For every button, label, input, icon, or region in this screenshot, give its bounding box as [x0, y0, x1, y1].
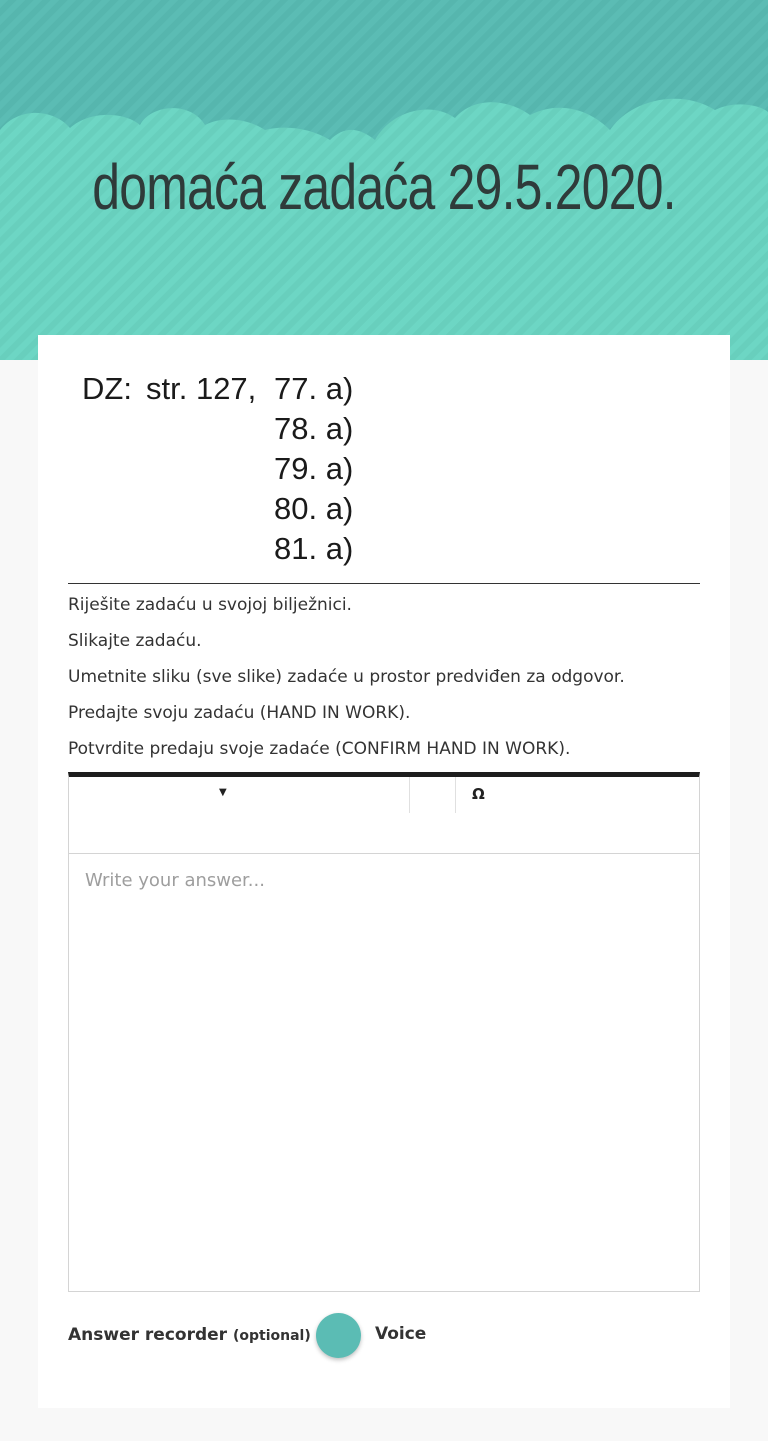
- instruction-line: Umetnite sliku (sve slike) zadaće u prostor predviđen za odgovor.: [68, 667, 625, 687]
- instruction-line: Slikajte zadaću.: [68, 631, 202, 651]
- editor-toolbar: [69, 777, 699, 854]
- record-voice-button[interactable]: [316, 1313, 361, 1358]
- assignment-card: [38, 335, 730, 1408]
- special-character-button[interactable]: Ω: [472, 785, 485, 803]
- header-banner: [0, 0, 768, 360]
- voice-label: Voice: [375, 1324, 427, 1344]
- caret-down-icon[interactable]: ▼: [219, 787, 227, 798]
- answer-editor[interactable]: [68, 772, 700, 1292]
- instructions: [68, 593, 700, 773]
- homework-task: 80. a): [274, 491, 354, 526]
- answer-recorder: [68, 1313, 700, 1361]
- divider: [68, 583, 700, 584]
- homework-label: DZ:: [82, 371, 132, 406]
- answer-input-placeholder[interactable]: Write your answer...: [85, 870, 265, 891]
- toolbar-separator: [409, 777, 410, 813]
- toolbar-separator: [455, 777, 456, 813]
- homework-task: 78. a): [274, 411, 354, 446]
- homework-task: 79. a): [274, 451, 354, 486]
- homework-task: 81. a): [274, 531, 354, 566]
- recorder-optional: (optional): [232, 1328, 311, 1344]
- recorder-label-text: Answer recorder: [68, 1325, 228, 1345]
- instruction-line: Predajte svoju zadaću (HAND IN WORK).: [68, 703, 411, 723]
- instruction-line: Potvrdite predaju svoje zadaće (CONFIRM HAND IN WORK).: [68, 739, 571, 759]
- homework-page: str. 127,: [146, 371, 257, 406]
- recorder-label: [68, 1325, 324, 1345]
- homework-task: 77. a): [274, 371, 354, 406]
- instruction-line: Riješite zadaću u svojoj bilježnici.: [68, 595, 352, 615]
- page-title: domaća zadaća 29.5.2020.: [92, 151, 676, 223]
